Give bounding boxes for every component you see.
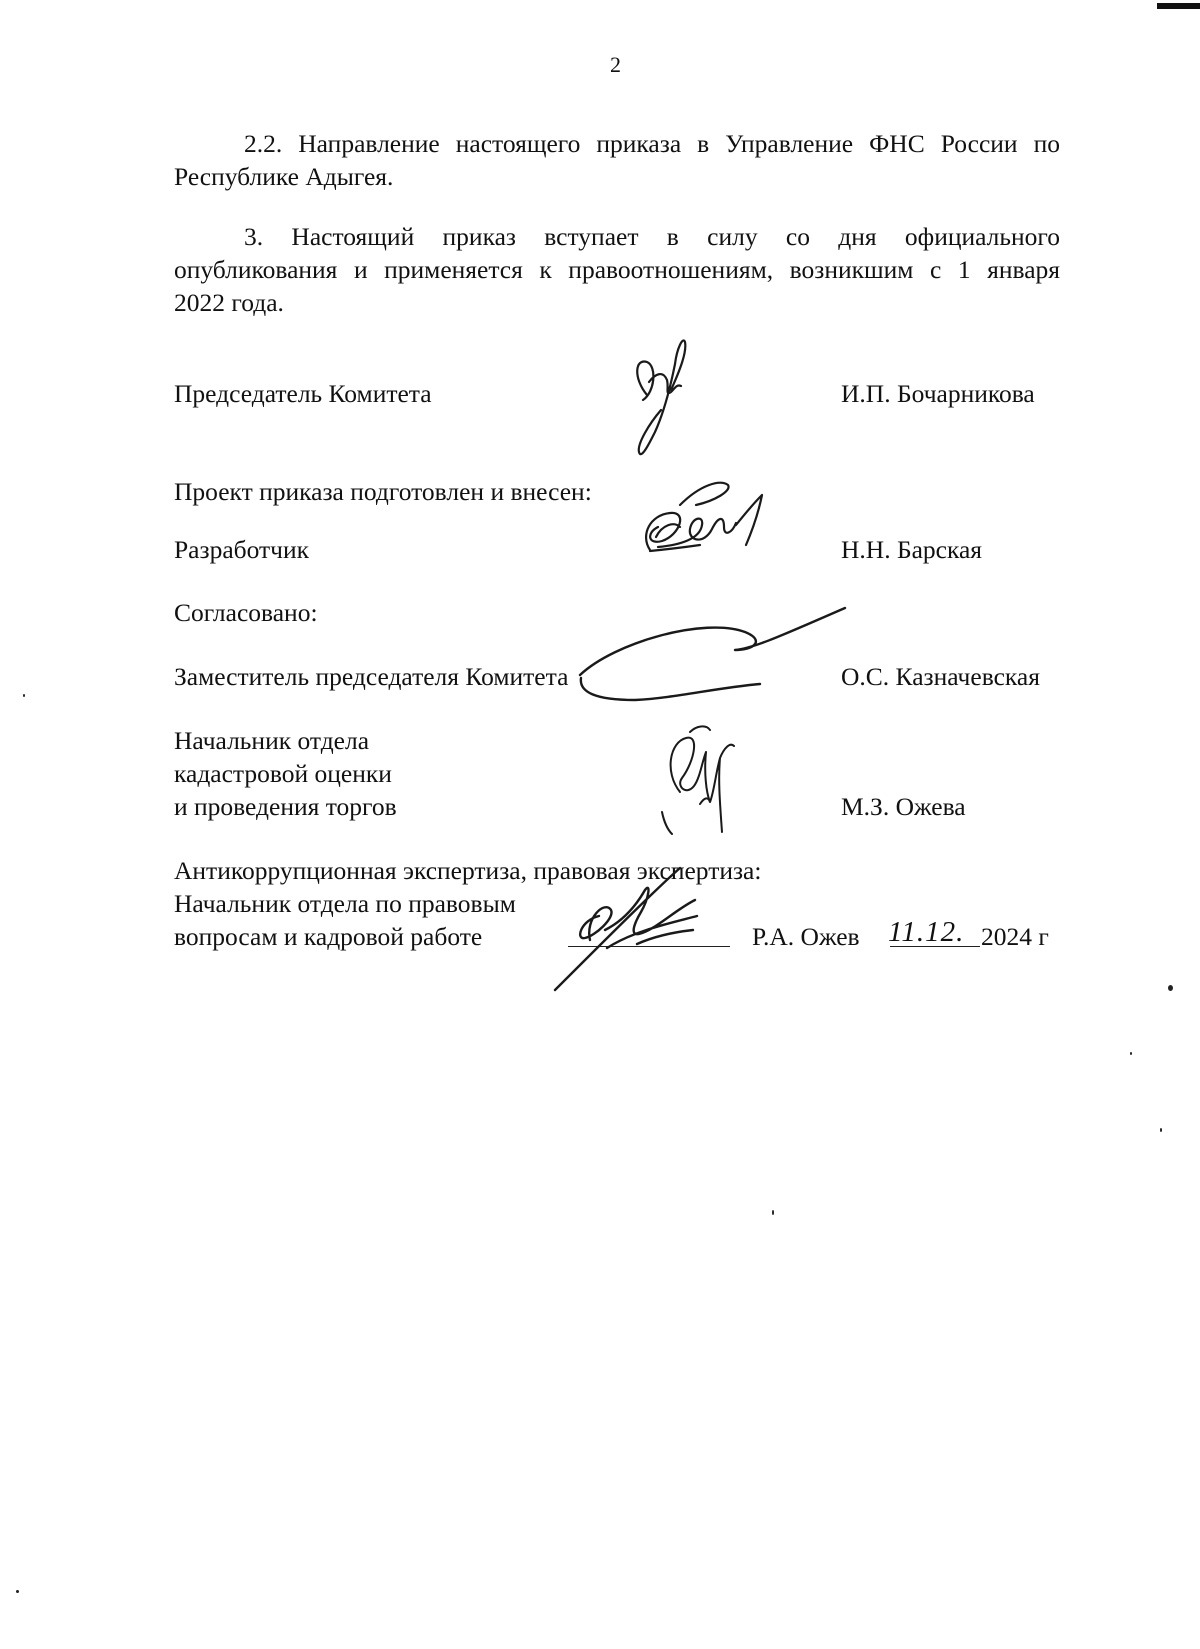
developer-signature (640, 475, 780, 570)
chair-signature (625, 340, 705, 465)
deputy-signature (575, 612, 850, 727)
paragraph-line: 2.2. Направление настоящего приказа в Управление ФНС России по (244, 129, 1060, 158)
dept-head-position-line-1: Начальник отдела (174, 726, 370, 755)
deputy-position: Заместитель председателя Комитета (174, 662, 569, 691)
dept-head-name: М.З. Ожева (841, 792, 966, 821)
deputy-name: О.С. Казначевская (841, 662, 1040, 691)
scan-edge-mark (1157, 3, 1200, 9)
dept-head-position-line-2: кадастровой оценки (174, 759, 392, 788)
page-number: 2 (610, 52, 621, 77)
scan-speck (772, 1210, 774, 1215)
handwritten-date: 11.12. (888, 916, 965, 948)
project-note: Проект приказа подготовлен и внесен: (174, 477, 592, 506)
legal-head-position-line-1: Начальник отдела по правовым (174, 889, 516, 918)
paragraph-line: 3. Настоящий приказ вступает в силу со дня официального (244, 222, 1060, 251)
legal-head-signature (545, 860, 730, 1000)
developer-position: Разработчик (174, 535, 310, 564)
dept-head-signature (650, 722, 750, 857)
scan-speck (16, 1590, 19, 1593)
scan-speck (23, 694, 25, 697)
paragraph-2-2 (174, 127, 1060, 193)
legal-head-name: Р.А. Ожев (752, 922, 860, 951)
paragraph-3 (174, 220, 1060, 319)
agreed-label: Согласовано: (174, 598, 318, 627)
paragraph-line: Республике Адыгея. (174, 162, 394, 191)
dept-head-position-line-3: и проведения торгов (174, 792, 397, 821)
chair-position: Председатель Комитета (174, 379, 432, 408)
date-line (890, 946, 980, 947)
paragraph-line: 2022 года. (174, 288, 284, 317)
paragraph-line: опубликования и применяется к правоотношениям, возникшим с 1 января (174, 255, 1060, 284)
legal-head-position-line-2: вопросам и кадровой работе (174, 922, 483, 951)
expertise-label: Антикоррупционная экспертиза, правовая экспертиза: (174, 856, 762, 885)
scan-speck (1168, 985, 1173, 991)
chair-name: И.П. Бочарникова (841, 379, 1035, 408)
scan-speck (1160, 1128, 1162, 1132)
developer-name: Н.Н. Барская (841, 535, 983, 564)
legal-head-year: 2024 г (981, 922, 1049, 951)
scan-speck (1130, 1052, 1132, 1055)
